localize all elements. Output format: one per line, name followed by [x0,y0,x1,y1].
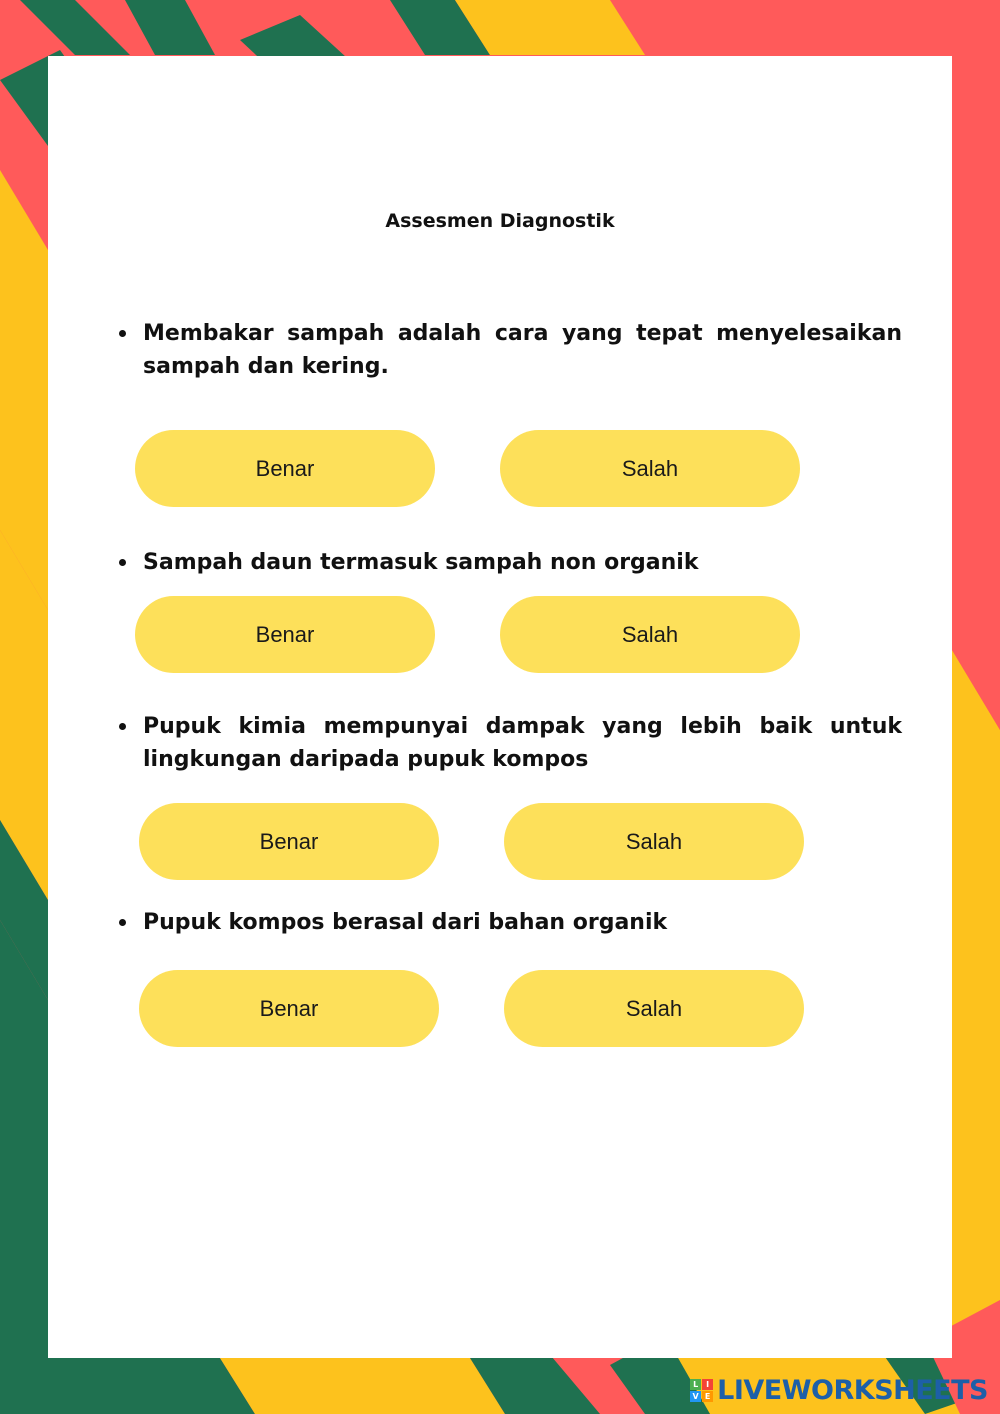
worksheet-sheet [48,56,952,1358]
question-3: Pupuk kimia mempunyai dampak yang lebih baik untuk lingkungan daripada pupuk kompos [143,710,902,776]
q1-benar-button[interactable]: Benar [135,430,435,507]
question-2: Sampah daun termasuk sampah non organik [143,546,902,579]
q3-salah-button[interactable]: Salah [504,803,804,880]
q4-salah-button[interactable]: Salah [504,970,804,1047]
logo-letter-e: E [702,1391,713,1402]
q2-salah-button[interactable]: Salah [500,596,800,673]
logo-letter-v: V [690,1391,701,1402]
q4-benar-button[interactable]: Benar [139,970,439,1047]
q2-benar-button[interactable]: Benar [135,596,435,673]
logo-letter-i: I [702,1379,713,1390]
logo-grid-icon [690,1379,713,1402]
page-title: Assesmen Diagnostik [385,210,615,232]
q1-salah-button[interactable]: Salah [500,430,800,507]
logo-letter-l: L [690,1379,701,1390]
question-4: Pupuk kompos berasal dari bahan organik [143,906,902,939]
logo-text: LIVEWORKSHEETS [717,1375,988,1406]
liveworksheets-logo [690,1375,988,1406]
q3-benar-button[interactable]: Benar [139,803,439,880]
question-1: Membakar sampah adalah cara yang tepat menyelesaikan sampah dan kering. [143,317,902,383]
